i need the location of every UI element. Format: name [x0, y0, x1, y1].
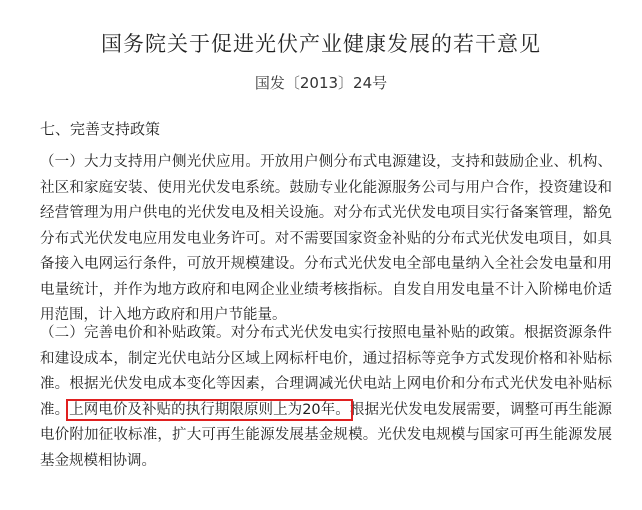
paragraph-price-subsidy-start: （二）完善电价和补贴政策。对分布式光伏发电实行按照电量补贴的政策。根据资源条件和建设成本，制定光伏电站分区域上网标杆电价，通过招标等竞争方式发现价格和补贴标准。根据光伏发电成本变化等因素，合理调减光伏电站上网电价和分布式光伏发电补贴标准。 [40, 325, 612, 418]
document-number: 国发〔2013〕24号 [254, 74, 388, 92]
paragraph-user-side-pv: （一）大力支持用户侧光伏应用。开放用户侧分布式电源建设，支持和鼓励企业、机构、社区和家庭安装、使用光伏发电系统。鼓励专业化能源服务公司与用户合作，投资建设和经营管理为用户供电的光伏发电及相关设施。对分布式光伏发电项目实行备案管理，豁免分布式光伏发电应用发电业务许可。对不需要国家资金补贴的分布式光伏发电项目，如具备接入电网运行条件，可放开规模建设。分布式光伏发电全部电量纳入全社会发电量和用电量统计，并作为地方政府和电网企业业绩考核指标。自发自用发电量不计入阶梯电价适用范围，计入地方政府和用户节能量。 [40, 154, 612, 323]
document-title: 国务院关于促进光伏产业健康发展的若干意见 [101, 32, 541, 56]
paragraph-price-subsidy-end: 根据光伏发电发展需要，调整可再生能源电价附加征收标准，扩大可再生能源发展基金规模。光伏发电规模与国家可再生能源发展基金规模相协调。 [40, 401, 613, 469]
section-heading: 七、完善支持政策 [40, 120, 161, 138]
paragraph-price-subsidy [40, 321, 612, 474]
highlighted-subsidy-term: 上网电价及补贴的执行期限原则上为20年。 [69, 401, 350, 418]
